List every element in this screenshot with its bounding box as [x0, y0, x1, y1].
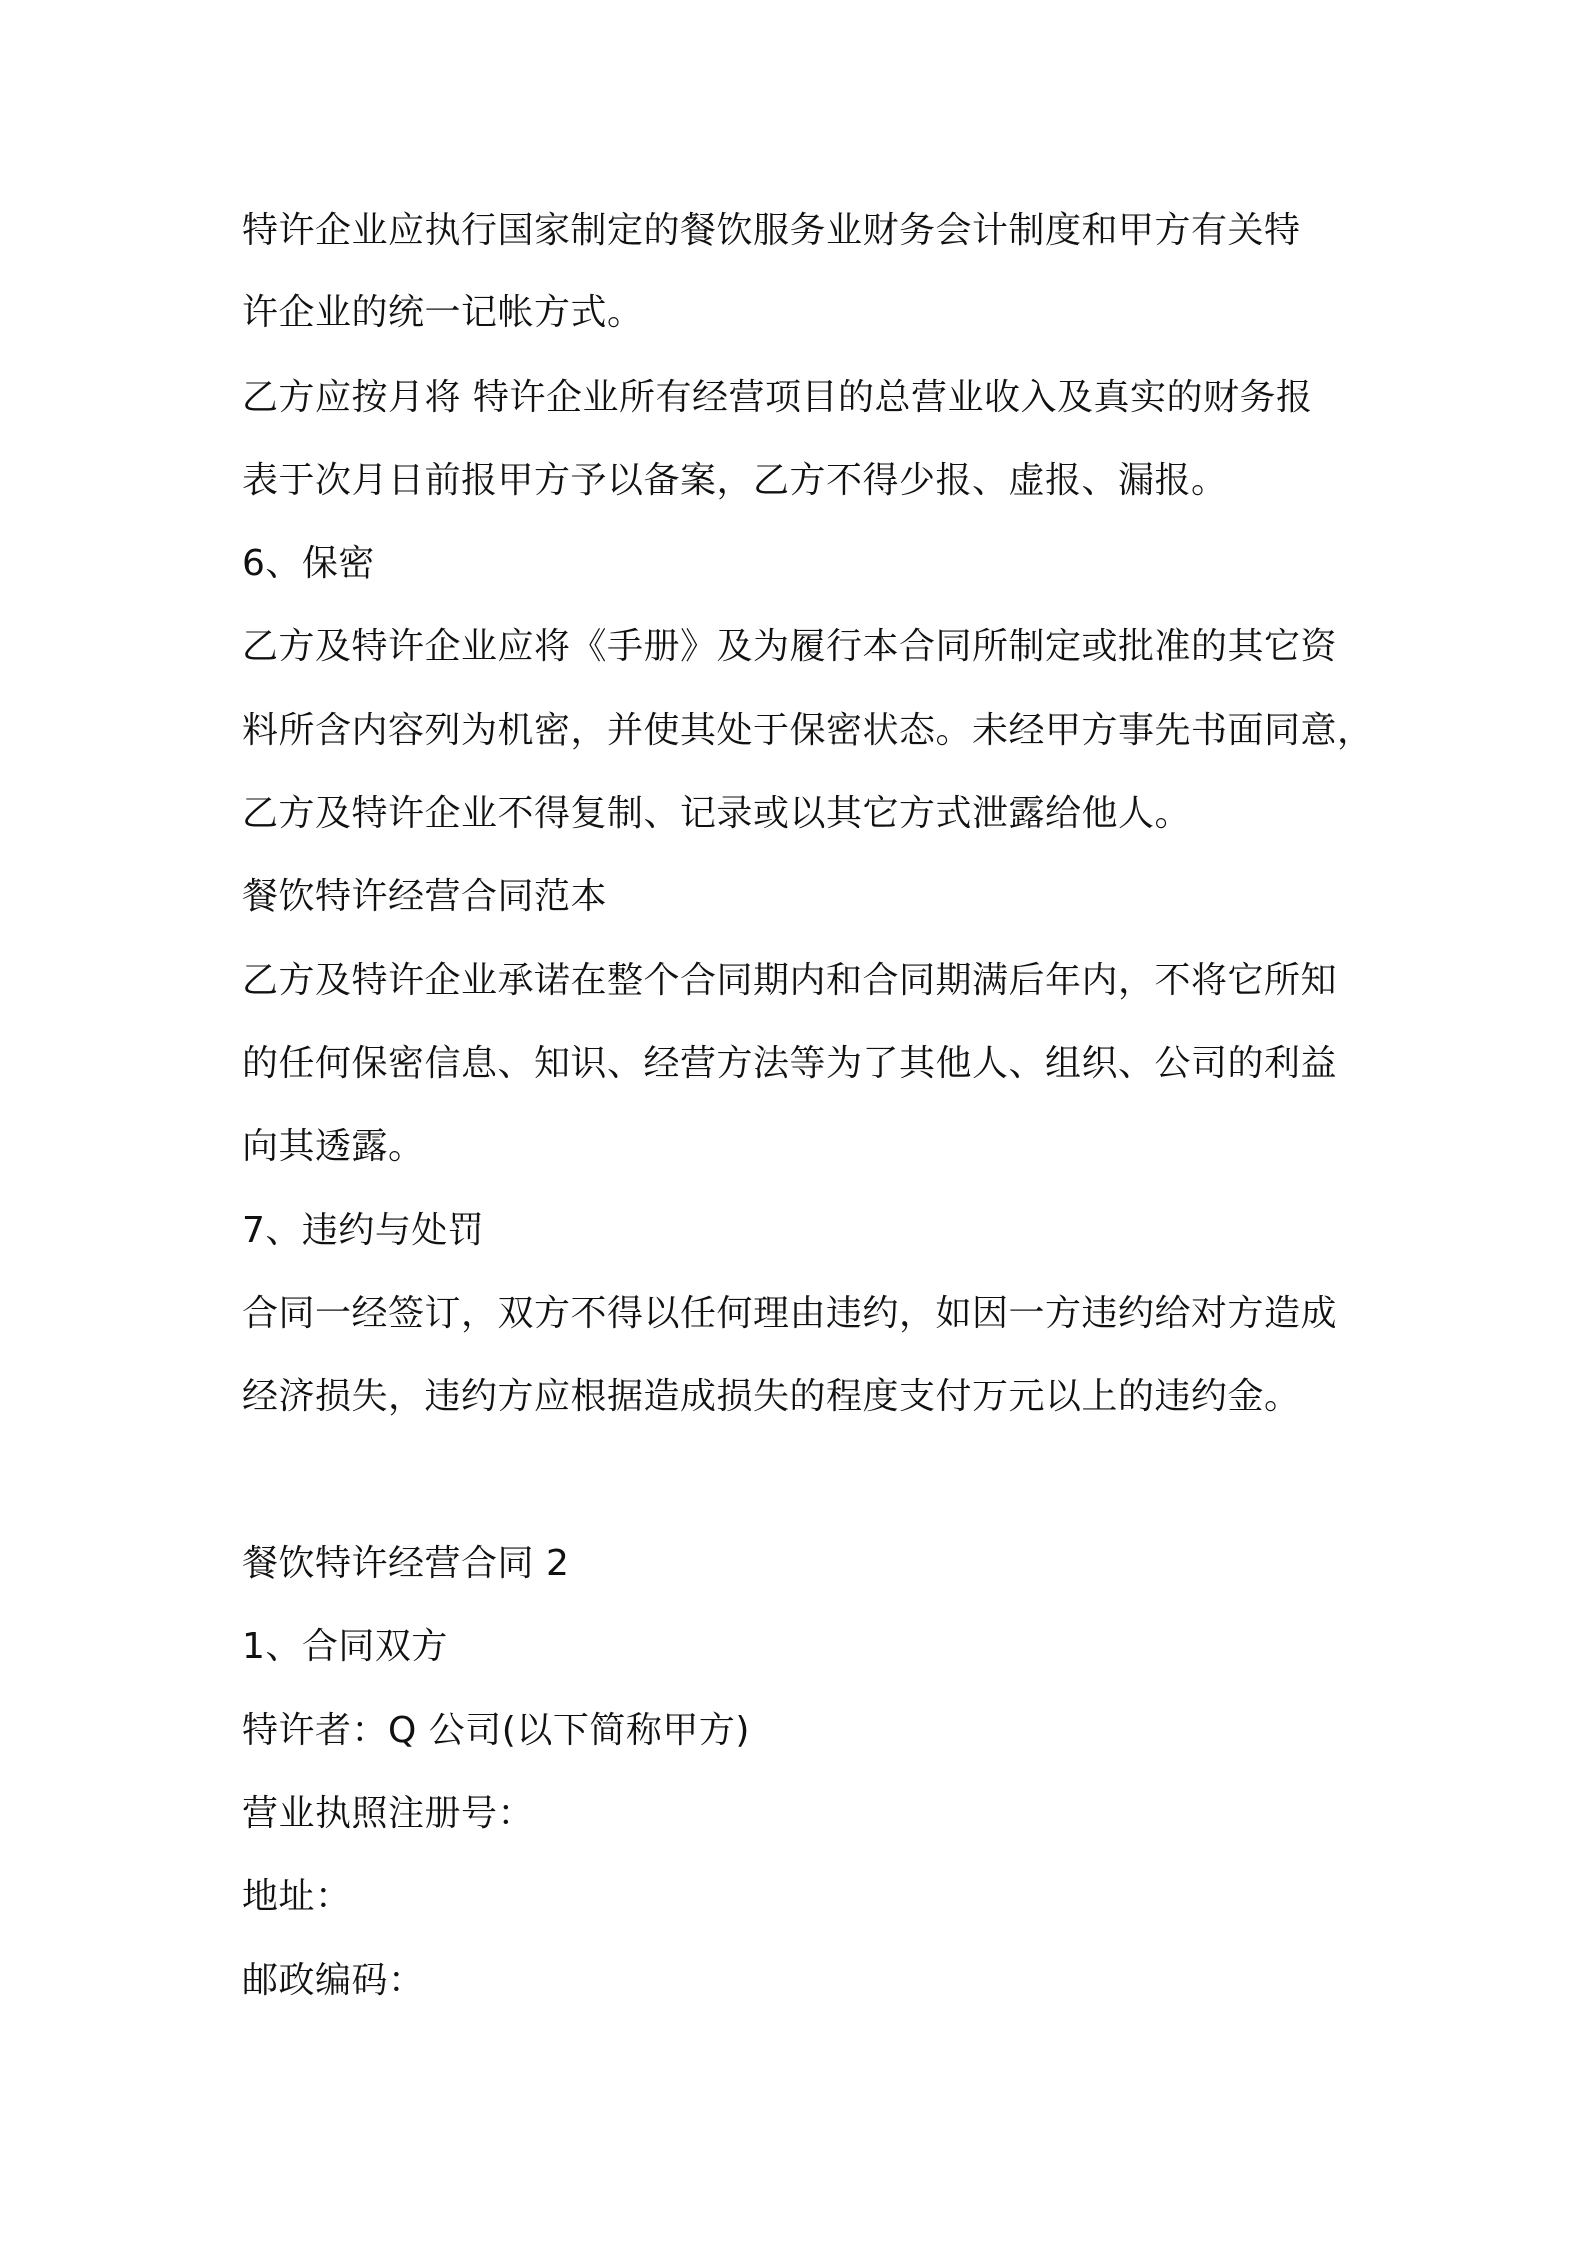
section-heading: 7、违约与处罚 [242, 1210, 485, 1251]
paragraph-line: 乙方及特许企业不得复制、记录或以其它方式泄露给他人。 [242, 793, 1192, 834]
field-line: 邮政编码： [242, 1960, 425, 2001]
paragraph-line: 乙方及特许企业应将《手册》及为履行本合同所制定或批准的其它资 [242, 626, 1338, 667]
paragraph-line: 表于次月日前报甲方予以备案，乙方不得少报、虚报、漏报。 [242, 460, 1228, 501]
document-title: 餐饮特许经营合同 2 [242, 1543, 570, 1584]
paragraph-line: 料所含内容列为机密，并使其处于保密状态。未经甲方事先书面同意， [242, 710, 1374, 751]
paragraph-line: 特许企业应执行国家制定的餐饮服务业财务会计制度和甲方有关特 [242, 210, 1301, 251]
paragraph-line: 的任何保密信息、知识、经营方法等为了其他人、组织、公司的利益 [242, 1043, 1338, 1084]
paragraph-line: 乙方及特许企业承诺在整个合同期内和合同期满后年内，不将它所知 [242, 960, 1338, 1001]
section-heading: 1、合同双方 [242, 1626, 448, 1667]
paragraph-line: 合同一经签订，双方不得以任何理由违约，如因一方违约给对方造成 [242, 1293, 1338, 1334]
field-line: 营业执照注册号： [242, 1793, 535, 1834]
paragraph-line: 经济损失，违约方应根据造成损失的程度支付万元以上的违约金。 [242, 1376, 1301, 1417]
section-heading: 餐饮特许经营合同范本 [242, 876, 608, 917]
paragraph-line: 许企业的统一记帐方式。 [242, 292, 644, 333]
field-line: 地址： [242, 1876, 352, 1917]
paragraph-line: 乙方应按月将 特许企业所有经营项目的总营业收入及真实的财务报 [242, 377, 1313, 418]
field-line: 特许者：Q 公司(以下简称甲方) [242, 1710, 750, 1751]
paragraph-line: 向其透露。 [242, 1126, 425, 1167]
section-heading: 6、保密 [242, 543, 375, 584]
